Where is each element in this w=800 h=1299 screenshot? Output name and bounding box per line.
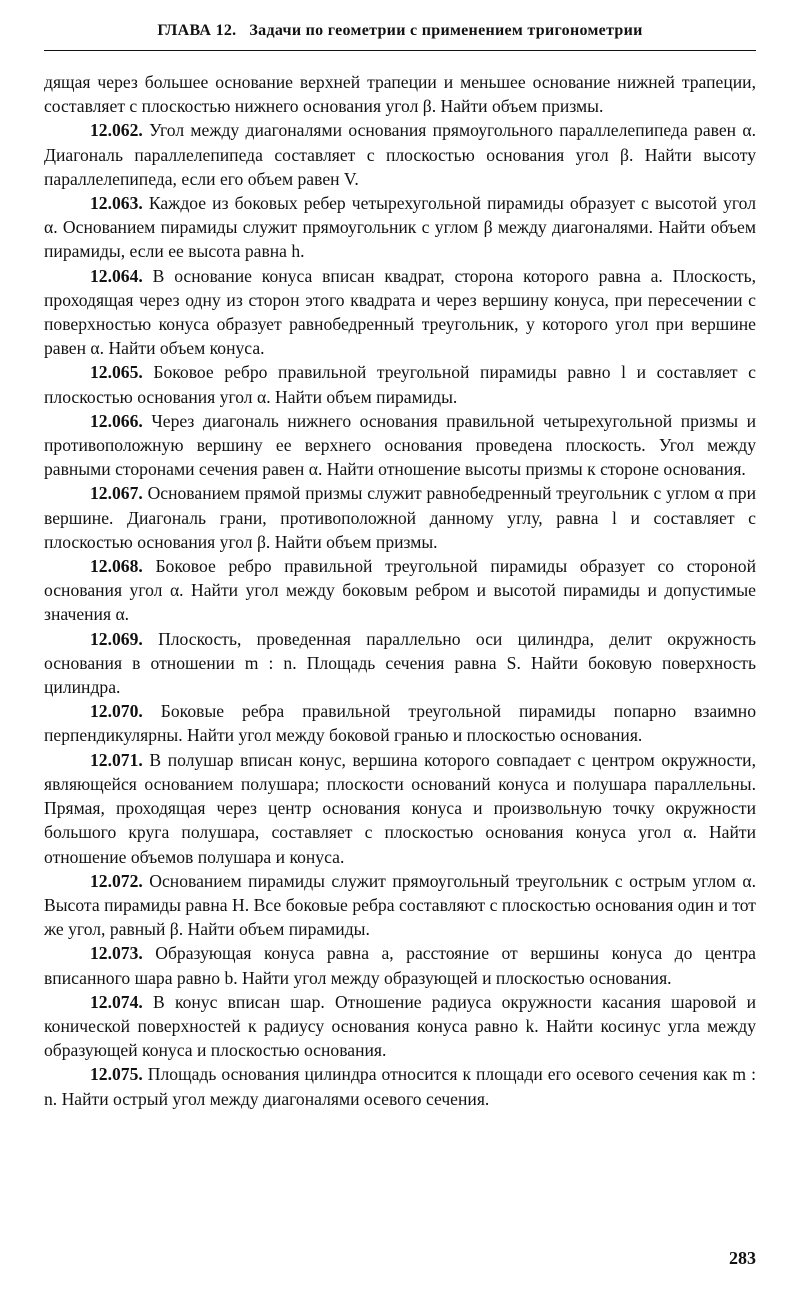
problem-text: Боковое ребро правильной треугольной пирамиды равно l и составляет с плоскостью основания угол α. Найти объем пирамиды. — [44, 362, 756, 407]
problem-text: Угол между диагоналями основания прямоугольного параллелепипеда равен α. Диагональ параллелепипеда составляет с плоскостью основания угол β. Найти высоту параллелепипеда, если его объем равен V. — [44, 120, 756, 189]
problem-number: 12.068. — [90, 556, 143, 577]
problem-12-067 — [44, 481, 756, 554]
problem-number: 12.067. — [90, 483, 143, 504]
problem-number: 12.070. — [90, 701, 143, 722]
problem-number: 12.062. — [90, 120, 143, 141]
continued-paragraph: дящая через большее основание верхней трапеции и меньшее основание нижней трапеции, составляет с плоскостью нижнего основания угол β. Найти объем призмы. — [44, 72, 756, 117]
problem-text: Через диагональ нижнего основания правильной четырехугольной призмы и противоположную вершину ее верхнего основания проведена плоскость. Угол между равными сторонами сечения равен α. Найти отношение высоты призмы к стороне основания. — [44, 410, 756, 480]
problem-12-072 — [44, 869, 756, 942]
problem-12-073 — [44, 941, 756, 989]
problem-number: 12.065. — [90, 362, 143, 383]
problem-text: Каждое из боковых ребер четырехугольной пирамиды образует с высотой угол α. Основанием пирамиды служит прямоугольник с углом β между диагоналями. Найти объем пирамиды, если ее высота равна h. — [44, 193, 757, 262]
problem-text: Образующая конуса равна a, расстояние от вершины конуса до центра вписанного шара равно b. Найти угол между образующей и плоскостью основания. — [44, 943, 756, 988]
problem-text: Плоскость, проведенная параллельно оси цилиндра, делит окружность основания в отношении m : n. Площадь сечения равна S. Найти боковую поверхность цилиндра. — [44, 628, 756, 698]
problem-12-065 — [44, 360, 756, 408]
header-rule — [44, 50, 756, 51]
problem-number: 12.073. — [90, 943, 143, 964]
problem-number: 12.064. — [90, 265, 143, 286]
problem-12-063 — [44, 191, 756, 264]
problem-12-074 — [44, 990, 756, 1063]
running-header — [44, 22, 756, 40]
problem-number: 12.069. — [90, 628, 143, 649]
chapter-title: Задачи по геометрии с применением тригонометрии — [249, 22, 643, 39]
problem-text: Площадь основания цилиндра относится к площади его осевого сечения как m : n. Найти острый угол между диагоналями осевого сечения. — [44, 1064, 756, 1109]
problem-number: 12.075. — [90, 1064, 143, 1085]
problem-text: Основанием пирамиды служит прямоугольный треугольник с острым углом α. Высота пирамиды равна H. Все боковые ребра составляют с плоскостью основания один и тот же угол, равный β. Найти объем пирамиды. — [44, 870, 756, 940]
problem-number: 12.066. — [90, 410, 143, 431]
problem-12-071 — [44, 748, 756, 869]
page-number: 283 — [729, 1248, 756, 1268]
problem-text: Боковое ребро правильной треугольной пирамиды образует со стороной основания угол α. Найти угол между боковым ребром и высотой пирамиды и допустимые значения α. — [44, 556, 756, 625]
problem-text: В полушар вписан конус, вершина которого совпадает с центром окружности, являющейся основанием полушара; плоскости оснований конуса и полушара параллельны. Прямая, проходящая через центр основания конуса и произвольную точку окружности большого круга полушара, составляет с плоскостью основания конуса угол α. Найти отношение объемов полушара и конуса. — [44, 749, 756, 867]
problem-list — [44, 70, 756, 1111]
problem-12-075 — [44, 1062, 756, 1110]
problem-12-069 — [44, 627, 756, 700]
problem-number: 12.074. — [90, 991, 143, 1012]
problem-12-062 — [44, 118, 756, 191]
problem-number: 12.063. — [90, 193, 143, 214]
chapter-label: ГЛАВА 12. — [157, 22, 237, 39]
problem-12-066 — [44, 409, 756, 482]
problem-12-070 — [44, 699, 756, 747]
problem-text: Основанием прямой призмы служит равнобедренный треугольник с углом α при вершине. Диагональ грани, противоположной данному углу, равна l и составляет с плоскостью основания угол β. Найти объем призмы. — [44, 483, 756, 552]
problem-text: В основание конуса вписан квадрат, сторона которого равна a. Плоскость, проходящая через одну из сторон этого квадрата и через вершину конуса, при пересечении с поверхностью конуса образует равнобедренный треугольник, у которого угол при вершине равен α. Найти объем конуса. — [44, 265, 756, 359]
problem-text: Боковые ребра правильной треугольной пирамиды попарно взаимно перпендикулярны. Найти угол между боковой гранью и плоскостью основания. — [44, 701, 756, 746]
problem-12-064 — [44, 264, 756, 361]
problem-text: В конус вписан шар. Отношение радиуса окружности касания шаровой и конической поверхностей к радиусу основания конуса равно k. Найти косинус угла между образующей конуса и плоскостью основания. — [44, 991, 756, 1061]
problem-12-068 — [44, 554, 756, 627]
problem-number: 12.072. — [90, 870, 143, 891]
problem-number: 12.071. — [90, 749, 143, 770]
